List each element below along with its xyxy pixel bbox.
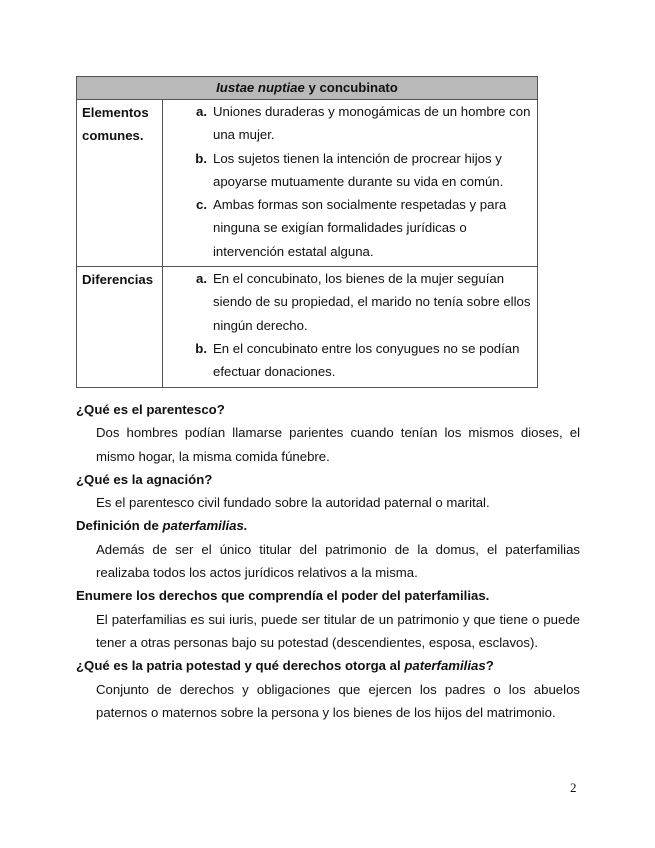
answer-patria-potestad: Conjunto de derechos y obligaciones que ejercen los padres o los abuelos paternos o maternos sobre la persona y los bienes de los hijos del matrimonio. xyxy=(96,681,580,720)
question-parentesco: ¿Qué es el parentesco? xyxy=(76,402,225,417)
table-row xyxy=(77,267,538,387)
answer-parentesco: Dos hombres podían llamarse parientes cuando tenían los mismos dioses, el mismo hogar, la misma comida fúnebre. xyxy=(96,425,580,464)
item-text: Los sujetos tienen la intención de procrear hijos y apoyarse mutuamente durante su vida en común. xyxy=(213,150,504,189)
item-letter: b. xyxy=(195,340,207,356)
list-item xyxy=(163,100,531,147)
item-letter: a. xyxy=(196,104,207,119)
item-text: En el concubinato entre los conyugues no se podían efectuar donaciones. xyxy=(213,340,520,380)
item-letter: c. xyxy=(196,197,207,213)
item-text: Ambas formas son socialmente respetadas y para ninguna se exigían formalidades jurídicas o intervención estatal alguna. xyxy=(213,197,507,259)
list-item xyxy=(163,267,531,337)
list-item xyxy=(163,147,531,194)
item-letter: a. xyxy=(196,271,207,287)
table-title-italic: Iustae nuptiae xyxy=(216,80,305,95)
question-agnacion: ¿Qué es la agnación? xyxy=(76,471,213,487)
question-prefix: Definición de xyxy=(76,518,163,534)
table-title-rest: y concubinato xyxy=(304,80,398,95)
row-items xyxy=(163,267,538,387)
row-label: Diferencias xyxy=(77,267,163,387)
question-patria-potestad xyxy=(76,654,580,677)
qa-section xyxy=(76,398,580,724)
comparison-table xyxy=(76,76,538,388)
table-title xyxy=(77,77,538,100)
question-italic: paterfamilias. xyxy=(162,518,248,534)
question-paterfamilias-def xyxy=(76,514,580,537)
table-row xyxy=(77,100,538,267)
list-item xyxy=(163,337,531,384)
question-derechos: Enumere los derechos que comprendía el poder del paterfamilias. xyxy=(76,588,490,604)
question-suffix: ? xyxy=(485,658,494,674)
item-letter: b. xyxy=(195,150,207,166)
question-prefix: ¿Qué es la patria potestad y qué derechos otorga al xyxy=(76,658,405,674)
item-text: Uniones duraderas y monogámicas de un hombre con una mujer. xyxy=(213,104,531,143)
row-label: Elementos comunes. xyxy=(77,100,163,267)
answer-paterfamilias-def: Además de ser el único titular del patrimonio de la domus, el paterfamilias realizaba todos los actos jurídicos relativos a la misma. xyxy=(96,541,580,581)
row-items xyxy=(163,100,538,267)
answer-agnacion: Es el parentesco civil fundado sobre la autoridad paternal o marital. xyxy=(96,495,490,511)
item-text: En el concubinato, los bienes de la mujer seguían siendo de su propiedad, el marido no tenía sobre ellos ningún derecho. xyxy=(213,271,531,333)
list-item xyxy=(163,193,531,263)
page-number: 2 xyxy=(570,780,577,795)
question-italic: paterfamilias xyxy=(404,658,486,674)
table-header-row xyxy=(77,77,538,100)
answer-derechos: El paterfamilias es sui iuris, puede ser titular de un patrimonio y que tiene o puede tener a otras personas bajo su potestad (descendientes, esposa, esclavos). xyxy=(96,611,580,650)
